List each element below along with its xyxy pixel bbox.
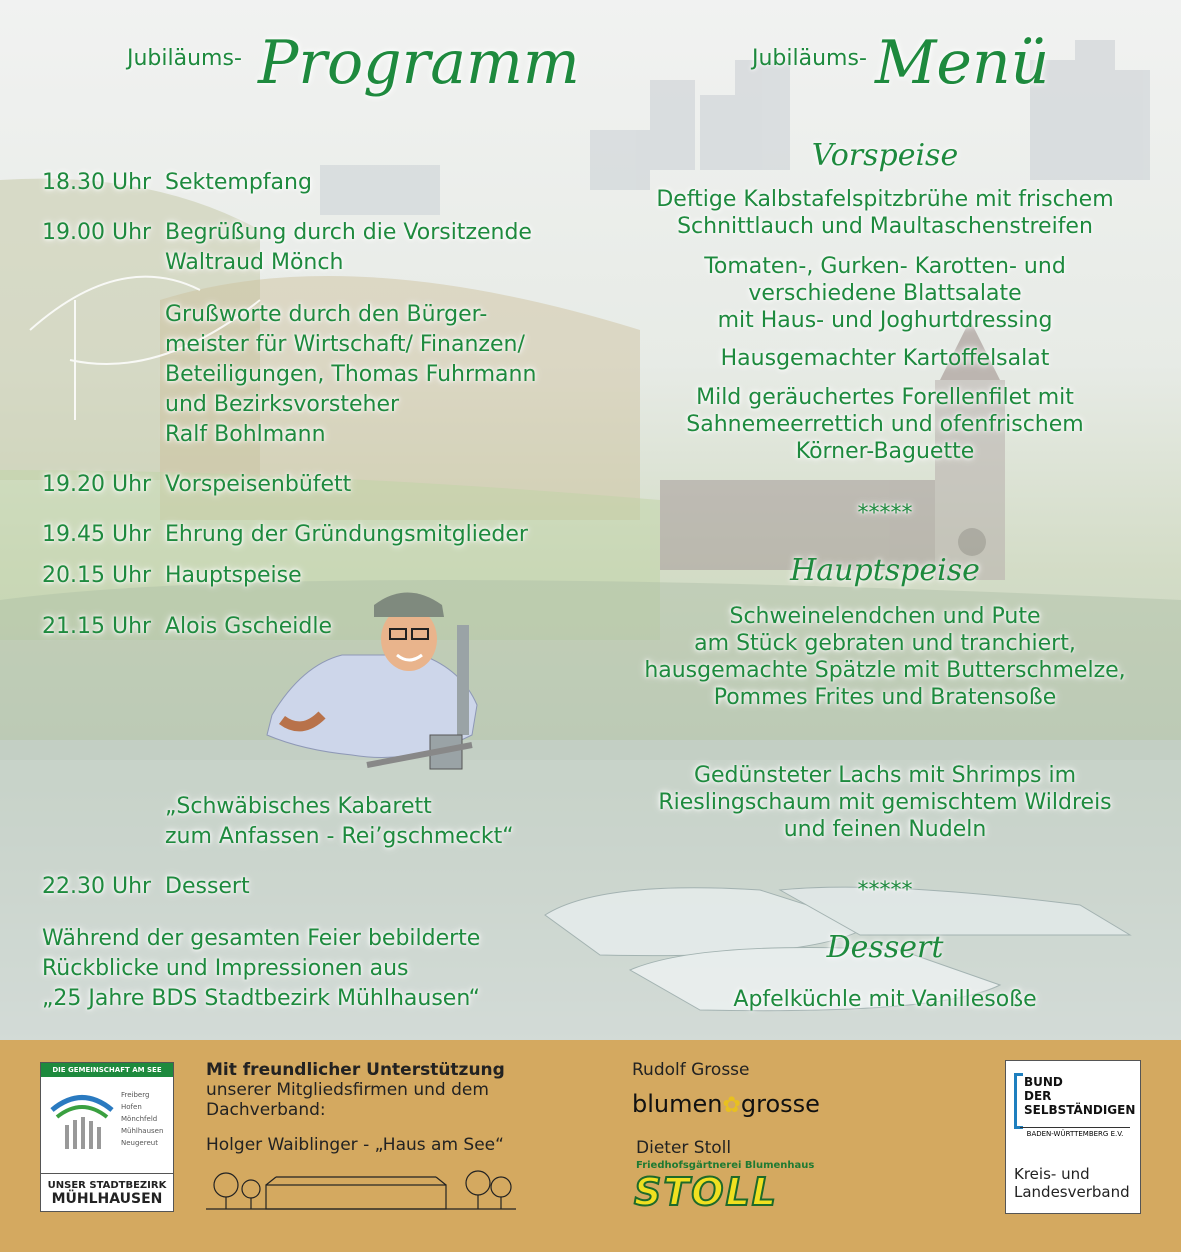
menu-item-dessert: Apfelküchle mit Vanillesoße: [733, 987, 1037, 1012]
stoll-logo: STOLL: [634, 1170, 779, 1214]
stadtbezirk-logo: DIE GEMEINSCHAFT AM SEE Freiberg Hofen Mönchfeld Mühlhausen Neugereut UNSER STADTBEZIRK MÜHLHAUSEN: [40, 1062, 174, 1212]
menu-item: Deftige Kalbstafelspitzbrühe mit frischem Schnittlauch und Maultaschenstreifen: [656, 187, 1114, 239]
support-lines: unserer Mitgliedsfirmen und dem Dachverband:: [206, 1080, 489, 1120]
program-item: 19.20 Uhr Vorspeisenbüfett: [42, 472, 352, 497]
sponsor-footer: [0, 1040, 1181, 1252]
menu-item: Gedünsteter Lachs mit Shrimps im Rieslingschaum mit gemischtem Wildreis und feinen Nudeln: [658, 763, 1112, 842]
place-list: Freiberg Hofen Mönchfeld Mühlhausen Neugereut: [121, 1091, 164, 1147]
stoll-subtitle: Friedhofsgärtnerei Blumenhaus: [636, 1160, 815, 1171]
program-closing: Während der gesamten Feier bebilderte Rückblicke und Impressionen aus „25 Jahre BDS Stadtbezirk Mühlhausen“: [42, 926, 481, 1011]
dieter-stoll: Dieter Stoll: [636, 1138, 732, 1158]
holger-waiblinger: Holger Waiblinger - „Haus am See“: [206, 1135, 504, 1155]
waves-icon: [47, 1085, 117, 1155]
menu-item: Tomaten-, Gurken- Karotten- und verschiedene Blattsalate mit Haus- und Joghurtdressing: [704, 254, 1066, 333]
program-greetings: Grußworte durch den Bürger- meister für Wirtschaft/ Finanzen/ Beteiligungen, Thomas Fuhrmann und Bezirksvorsteher Ralf Bohlmann: [165, 302, 537, 447]
rudolf-grosse: Rudolf Grosse: [632, 1060, 750, 1080]
menu-separator: *****: [857, 878, 913, 903]
program-item-continued: Waltraud Mönch: [165, 250, 344, 275]
bracket-icon: [1014, 1073, 1023, 1129]
blumen-grosse-logo: blumen✿grosse: [632, 1090, 820, 1118]
bds-logo: BUND DER SELBSTÄNDIGEN BADEN-WÜRTTEMBERG E.V. Kreis- und Landesverband: [1005, 1060, 1141, 1214]
program-item: 22.30 Uhr Dessert: [42, 874, 250, 899]
program-item: 19.00 Uhr Begrüßung durch die Vorsitzende: [42, 220, 532, 245]
menu-item: Schweinelendchen und Pute am Stück gebraten und tranchiert, hausgemachte Spätzle mit Butterschmelze, Pommes Frites und Bratensoße: [644, 604, 1126, 710]
comedian-image: [262, 585, 492, 775]
menu-heading-prefix: Jubiläums-: [752, 46, 867, 71]
program-heading: Programm: [258, 28, 580, 98]
program-item: 18.30 Uhr Sektempfang: [42, 170, 312, 195]
program-item: 19.45 Uhr Ehrung der Gründungsmitglieder: [42, 522, 528, 547]
support-title: Mit freundlicher Unterstützung: [206, 1060, 505, 1080]
flower-icon: ✿: [722, 1093, 741, 1118]
hauptspeise-title: Hauptspeise: [790, 553, 980, 588]
menu-item: Hausgemachter Kartoffelsalat: [720, 346, 1050, 371]
menu-heading: Menü: [875, 28, 1050, 98]
program-item: 21.15 Uhr Alois Gscheidle: [42, 614, 332, 639]
program-kabarett: „Schwäbisches Kabarett zum Anfassen - Rei’gschmeckt“: [165, 794, 514, 849]
program-item: 20.15 Uhr Hauptspeise: [42, 563, 302, 588]
haus-am-see-drawing: [206, 1165, 516, 1213]
menu-item: Mild geräuchertes Forellenfilet mit Sahnemeerrettich und ofenfrischem Körner-Baguette: [686, 385, 1084, 464]
menu-separator: *****: [857, 501, 913, 526]
vorspeise-title: Vorspeise: [811, 138, 959, 173]
dessert-title: Dessert: [826, 930, 944, 965]
program-heading-prefix: Jubiläums-: [127, 46, 242, 71]
